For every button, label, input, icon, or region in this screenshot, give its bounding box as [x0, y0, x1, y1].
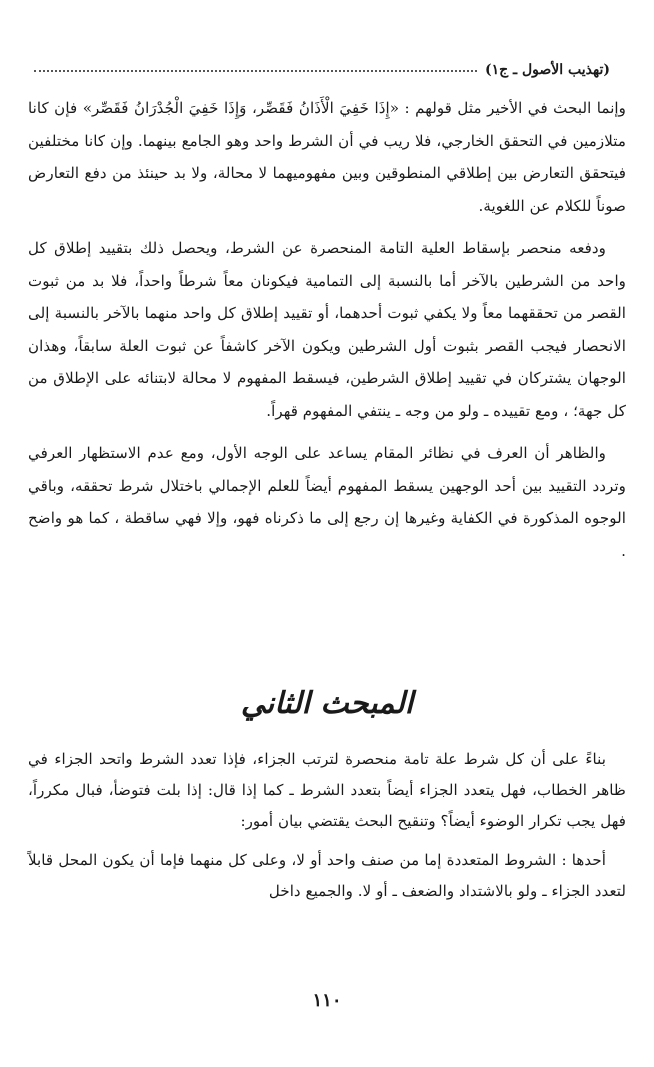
paragraph: وإنما البحث في الأخير مثل قولهم : «إِذَا خَفِيَ الْأَذَانُ فَقَصِّر، وَإِذَا خَفِيَ الْجُدْرَانُ فَقَصِّر» فإن كانا متلازمين في التحقق الخارجي، فلا ريب في أن الشرط واحد وهو الجامع بينهما. وإن كانا مختلفين فيتحقق التعارض بين إطلاقي المنطوقين وبين مفهوميهما لا محالة، ولا بد حينئذ من دفع التعارض صوناً للكلام عن اللغوية. — [28, 99, 626, 215]
header-title: (تهذيب الأصول ـ ج١) — [484, 62, 610, 78]
body-text — [28, 92, 626, 577]
section-body-text — [28, 744, 626, 915]
paragraph: أحدها : الشروط المتعددة إما من صنف واحد أو لا، وعلى كل منهما فإما أن يكون المحل قابلاً لتعدد الجزاء ـ ولو بالاشتداد والضعف ـ أو لا. والجميع داخل — [28, 851, 626, 900]
paragraph: ودفعه منحصر بإسقاط العلية التامة المنحصرة عن الشرط، ويحصل ذلك بتقييد إطلاق كل واحد من الشرطين بالآخر أما بالنسبة إلى التمامية فيكونان معاً شرطاً واحداً، فلا بد من ثبوت القصر من تحققهما معاً ولا يكفي ثبوت أحدهما، أو تقييد إطلاق كل واحد منهما بالآخر بالنسبة إلى الانحصار فيجب القصر بثبوت أول الشرطين ويكون الآخر كاشفاً عن ثبوت العلة سابقاً، وهذان الوجهان يشتركان في تقييد إطلاق الشرطين، فيسقط المفهوم لا محالة لابتنائه على الإطلاق من كل جهة؛ ، ومع تقييده ـ ولو من وجه ـ ينتفي المفهوم قهراً. — [28, 239, 626, 420]
header-dotted-leader — [34, 69, 477, 72]
running-header — [34, 52, 610, 78]
paragraph: والظاهر أن العرف في نظائر المقام يساعد على الوجه الأول، ومع عدم الاستظهار العرفي وتردد التقييد بين أحد الوجهين يسقط المفهوم أيضاً للعلم الإجمالي باختلال شرط تحققه، وباقي الوجوه المذكورة في الكفاية وغيرها إن رجع إلى ما ذكرناه فهو، وإلا فهي ساقطة ، كما هو واضح . — [28, 444, 626, 560]
section-heading: المبحث الثاني — [240, 686, 414, 721]
paragraph: بناءً على أن كل شرط علة تامة منحصرة لترتب الجزاء، فإذا تعدد الشرط واتحد الجزاء في ظاهر الخطاب، فهل يتعدد الجزاء أيضاً بتعدد الشرط ـ كما إذا قال: إذا بلت فتوضأ، فبال مكرراً، فهل يجب تكرار الوضوء أيضاً؟ وتنقيح البحث يقتضي بيان أمور: — [28, 750, 626, 830]
page-number: ١١٠ — [312, 990, 342, 1011]
